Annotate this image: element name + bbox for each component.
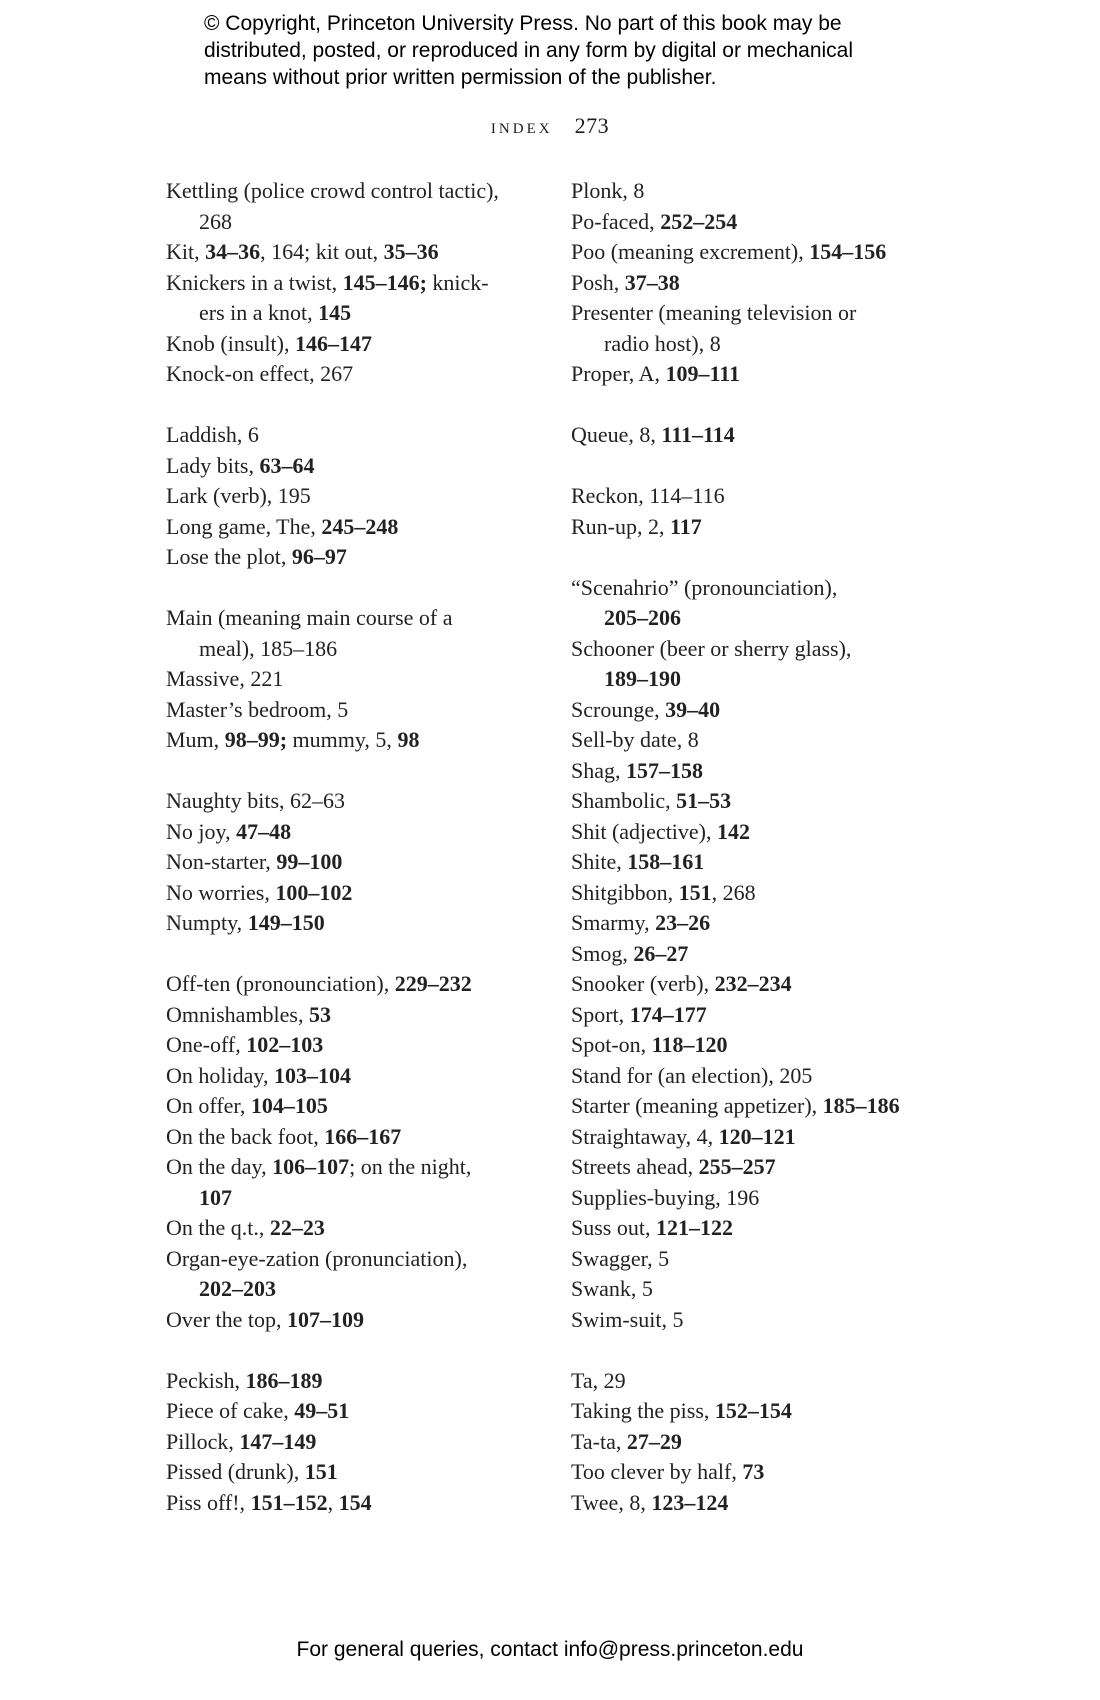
copyright-line: distributed, posted, or reproduced in any form by digital or mechanical bbox=[204, 39, 854, 62]
page-reference-main: 189–190 bbox=[604, 666, 681, 691]
entry-text: Swank, 5 bbox=[571, 1276, 653, 1301]
index-entry-line bbox=[166, 1274, 556, 1305]
entry-text: Over the top, bbox=[166, 1306, 287, 1332]
entry-text: Po-faced, bbox=[571, 208, 661, 234]
index-entry-line bbox=[166, 634, 556, 665]
page-reference-main: 102–103 bbox=[246, 1032, 324, 1057]
entry-text: No worries, bbox=[166, 879, 276, 905]
index-entry-line bbox=[571, 1091, 961, 1122]
entry-text: Proper, A, bbox=[571, 361, 666, 386]
entry-text: meal), 185–186 bbox=[199, 635, 338, 661]
page-reference-main: 27–29 bbox=[626, 1428, 682, 1454]
index-letter-group bbox=[166, 786, 556, 939]
index-entry-line bbox=[166, 1000, 556, 1031]
entry-text: Organ-eye-zation (pronunciation), bbox=[166, 1245, 468, 1271]
entry-text: Shambolic, bbox=[571, 788, 677, 813]
index-entry-line bbox=[166, 1366, 556, 1397]
entry-text: Knob (insult), bbox=[166, 330, 295, 356]
index-entry-line bbox=[571, 1427, 961, 1458]
entry-text: Stand for (an election), 205 bbox=[571, 1062, 813, 1088]
page-reference-main: 229–232 bbox=[394, 971, 472, 996]
page-reference-main: 98–99; bbox=[224, 727, 288, 752]
entry-text: On the back foot, bbox=[166, 1123, 325, 1149]
index-entry-line bbox=[166, 1305, 556, 1336]
page-reference-main: 53 bbox=[309, 1001, 331, 1027]
index-entry-line bbox=[166, 512, 556, 543]
entry-text: , 164; kit out, bbox=[260, 239, 384, 264]
index-entry-line bbox=[571, 1183, 961, 1214]
entry-text: Main (meaning main course of a bbox=[166, 605, 453, 630]
index-letter-group bbox=[571, 481, 961, 542]
page-reference-main: 123–124 bbox=[651, 1489, 729, 1515]
page-reference-main: 232–234 bbox=[714, 971, 792, 996]
index-entry-line bbox=[571, 908, 961, 939]
index-entry-line bbox=[166, 298, 556, 329]
index-entry-line bbox=[571, 1488, 961, 1519]
page-reference-main: 117 bbox=[670, 513, 702, 539]
index-entry-line bbox=[166, 329, 556, 360]
index-entry-line bbox=[166, 1244, 556, 1275]
index-letter-group bbox=[166, 1366, 556, 1519]
entry-text: Too clever by half, bbox=[571, 1459, 743, 1484]
index-entry-line bbox=[166, 786, 556, 817]
entry-text: Straightaway, 4, bbox=[571, 1123, 719, 1149]
page-reference-main: 26–27 bbox=[633, 940, 689, 966]
index-entry-line bbox=[166, 237, 556, 268]
entry-text: On the q.t., bbox=[166, 1215, 270, 1240]
entry-text: Reckon, 114–116 bbox=[571, 483, 725, 508]
index-letter-group bbox=[166, 969, 556, 1335]
page-reference-main: 107 bbox=[199, 1184, 232, 1210]
entry-text: One-off, bbox=[166, 1032, 247, 1057]
index-entry-line bbox=[166, 359, 556, 390]
entry-text: Numpty, bbox=[166, 910, 248, 935]
entry-text: Snooker (verb), bbox=[571, 971, 715, 996]
index-entry-line bbox=[571, 847, 961, 878]
page-reference-main: 49–51 bbox=[294, 1398, 350, 1423]
index-entry-line bbox=[166, 1152, 556, 1183]
page-reference-main: 186–189 bbox=[245, 1367, 323, 1393]
entry-text: mummy, 5, bbox=[287, 727, 398, 752]
index-entry-line bbox=[166, 817, 556, 848]
entry-text: Kettling (police crowd control tactic), bbox=[166, 178, 499, 203]
page-reference-main: 106–107 bbox=[272, 1154, 350, 1179]
copyright-notice bbox=[204, 10, 964, 91]
entry-text: Queue, 8, bbox=[571, 422, 662, 447]
entry-text: Taking the piss, bbox=[571, 1398, 715, 1423]
entry-text: Pissed (drunk), bbox=[166, 1459, 305, 1484]
page-reference-main: 145 bbox=[318, 300, 352, 325]
index-letter-group bbox=[571, 176, 961, 390]
index-entry-line bbox=[166, 481, 556, 512]
entry-text: No joy, bbox=[166, 818, 237, 844]
index-entry-line bbox=[571, 359, 961, 390]
page-reference-main: 109–111 bbox=[665, 361, 741, 386]
page-reference-main: 252–254 bbox=[660, 208, 738, 234]
page-reference-main: 151 bbox=[678, 879, 712, 905]
entry-text: Off-ten (pronounciation), bbox=[166, 971, 395, 996]
running-head-label: index bbox=[490, 113, 553, 138]
page-reference-main: 157–158 bbox=[626, 757, 703, 783]
index-entry-line bbox=[571, 1366, 961, 1397]
index-entry-line bbox=[166, 908, 556, 939]
index-entry-line bbox=[571, 634, 961, 665]
entry-text: On offer, bbox=[166, 1093, 251, 1118]
running-head bbox=[0, 113, 1100, 139]
index-letter-group bbox=[571, 573, 961, 1336]
entry-text: Massive, 221 bbox=[166, 666, 284, 691]
page-reference-main: 35–36 bbox=[383, 239, 439, 264]
entry-text: Smarmy, bbox=[571, 910, 656, 935]
index-entry-line bbox=[571, 603, 961, 634]
footer-contact: For general queries, contact info@press.princeton.edu bbox=[296, 1638, 804, 1661]
index-entry-line bbox=[166, 1457, 556, 1488]
index-entry-line bbox=[166, 451, 556, 482]
entry-text: Spot-on, bbox=[571, 1032, 652, 1057]
page-number: 273 bbox=[574, 113, 610, 138]
index-entry-line bbox=[571, 1122, 961, 1153]
entry-text: Shite, bbox=[571, 849, 628, 874]
entry-text: Twee, 8, bbox=[571, 1489, 652, 1515]
entry-text: Laddish, 6 bbox=[166, 422, 259, 447]
page-reference-main: 37–38 bbox=[624, 269, 680, 295]
entry-text: Piece of cake, bbox=[166, 1398, 295, 1423]
page-reference-main: 149–150 bbox=[247, 910, 325, 935]
entry-text: On the day, bbox=[166, 1154, 273, 1179]
copyright-line: means without prior written permission of the publisher. bbox=[204, 66, 717, 89]
index-entry-line bbox=[166, 1213, 556, 1244]
page-reference-main: 51–53 bbox=[676, 788, 732, 813]
entry-text: Kit, bbox=[166, 239, 206, 264]
page-reference-main: 154 bbox=[338, 1489, 372, 1515]
index-entry-line bbox=[166, 725, 556, 756]
page-reference-main: 99–100 bbox=[276, 849, 343, 874]
index-letter-group bbox=[571, 420, 961, 451]
page-reference-main: 100–102 bbox=[275, 879, 353, 905]
page-reference-main: 146–147 bbox=[294, 330, 372, 356]
page-reference-main: 96–97 bbox=[291, 544, 347, 569]
page-reference-main: 185–186 bbox=[822, 1093, 900, 1118]
entry-text: Suss out, bbox=[571, 1215, 656, 1240]
entry-text: Sell-by date, 8 bbox=[571, 727, 699, 752]
entry-text: Sport, bbox=[571, 1001, 630, 1027]
page-reference-main: 255–257 bbox=[698, 1154, 776, 1179]
entry-text: Swagger, 5 bbox=[571, 1245, 670, 1271]
page-reference-main: 107–109 bbox=[286, 1306, 364, 1332]
index-entry-line bbox=[166, 1061, 556, 1092]
index-entry-line bbox=[571, 939, 961, 970]
page-reference-main: 121–122 bbox=[655, 1215, 733, 1240]
page-reference-main: 39–40 bbox=[665, 696, 721, 722]
index-entry-line bbox=[166, 1091, 556, 1122]
entry-text: Shit (adjective), bbox=[571, 818, 718, 844]
index-entry-line bbox=[166, 847, 556, 878]
page-reference-main: 22–23 bbox=[269, 1215, 325, 1240]
entry-text: On holiday, bbox=[166, 1062, 274, 1088]
index-entry-line bbox=[571, 1244, 961, 1275]
entry-text: Knickers in a twist, bbox=[166, 269, 343, 295]
entry-text: Supplies-buying, 196 bbox=[571, 1184, 760, 1210]
index-entry-line bbox=[571, 695, 961, 726]
page-reference-main: 142 bbox=[717, 818, 751, 844]
index-entry-line bbox=[571, 1305, 961, 1336]
page-reference-main: 34–36 bbox=[205, 239, 261, 264]
entry-text: Presenter (meaning television or bbox=[571, 300, 857, 325]
index-entry-line bbox=[571, 725, 961, 756]
index-entry-line bbox=[166, 1122, 556, 1153]
index-entry-line bbox=[571, 481, 961, 512]
entry-text: Lose the plot, bbox=[166, 544, 292, 569]
entry-text: Peckish, bbox=[166, 1367, 246, 1393]
index-column-left bbox=[166, 176, 556, 1549]
index-entry-line bbox=[166, 878, 556, 909]
index-column-right bbox=[571, 176, 961, 1549]
index-entry-line bbox=[571, 1000, 961, 1031]
page-reference-main: 245–248 bbox=[321, 513, 399, 539]
index-entry-line bbox=[571, 512, 961, 543]
index-entry-line bbox=[571, 420, 961, 451]
entry-text: Long game, The, bbox=[166, 513, 322, 539]
index-entry-line bbox=[166, 420, 556, 451]
entry-text: Pillock, bbox=[166, 1428, 240, 1454]
entry-text: Scrounge, bbox=[571, 696, 666, 722]
entry-text: Plonk, 8 bbox=[571, 178, 645, 203]
index-entry-line bbox=[166, 1488, 556, 1519]
index-entry-line bbox=[166, 603, 556, 634]
index-entry-line bbox=[571, 268, 961, 299]
entry-text: Lady bits, bbox=[166, 452, 260, 478]
page-reference-main: 147–149 bbox=[239, 1428, 317, 1454]
entry-text: Schooner (beer or sherry glass), bbox=[571, 635, 852, 661]
page-reference-main: 151 bbox=[304, 1459, 338, 1484]
entry-text: Ta-ta, bbox=[571, 1428, 627, 1454]
index-entry-line bbox=[571, 207, 961, 238]
entry-text: Shitgibbon, bbox=[571, 879, 679, 905]
entry-text: radio host), 8 bbox=[604, 330, 721, 356]
index-entry-line bbox=[166, 1427, 556, 1458]
entry-text: Knock-on effect, 267 bbox=[166, 361, 354, 386]
entry-text: Mum, bbox=[166, 727, 225, 752]
index-letter-group bbox=[166, 176, 556, 390]
index-entry-line bbox=[166, 1396, 556, 1427]
copyright-line: © Copyright, Princeton University Press. No part of this book may be bbox=[204, 12, 842, 35]
index-entry-line bbox=[571, 176, 961, 207]
index-entry-line bbox=[571, 1396, 961, 1427]
page-reference-main: 98 bbox=[397, 727, 420, 752]
entry-text: Lark (verb), 195 bbox=[166, 483, 311, 508]
entry-text: Ta, 29 bbox=[571, 1367, 626, 1393]
page-reference-main: 103–104 bbox=[273, 1062, 351, 1088]
index-entry-line bbox=[571, 817, 961, 848]
index-entry-line bbox=[166, 664, 556, 695]
entry-text: Streets ahead, bbox=[571, 1154, 699, 1179]
index-entry-line bbox=[166, 1183, 556, 1214]
index-entry-line bbox=[571, 1213, 961, 1244]
page-reference-main: 166–167 bbox=[324, 1123, 402, 1149]
page-reference-main: 145–146; bbox=[342, 269, 427, 295]
index-entry-line bbox=[166, 268, 556, 299]
entry-text: Smog, bbox=[571, 940, 634, 966]
index-entry-line bbox=[571, 298, 961, 329]
page-reference-main: 154–156 bbox=[809, 239, 887, 264]
entry-text: ; on the night, bbox=[349, 1154, 472, 1179]
page-reference-main: 158–161 bbox=[627, 849, 705, 874]
entry-text: Posh, bbox=[571, 269, 625, 295]
page-reference-main: 151–152 bbox=[250, 1489, 328, 1515]
entry-text: “Scenahrio” (pronounciation), bbox=[571, 574, 838, 600]
index-entry-line bbox=[166, 207, 556, 238]
index-entry-line bbox=[571, 237, 961, 268]
entry-text: Non-starter, bbox=[166, 849, 277, 874]
entry-text: ers in a knot, bbox=[199, 300, 319, 325]
entry-text: , 268 bbox=[711, 879, 756, 905]
index-entry-line bbox=[571, 1457, 961, 1488]
entry-text: Naughty bits, 62–63 bbox=[166, 788, 346, 813]
index-entry-line bbox=[571, 786, 961, 817]
index-entry-line bbox=[571, 664, 961, 695]
page-reference-main: 104–105 bbox=[250, 1093, 328, 1118]
entry-text: Poo (meaning excrement), bbox=[571, 239, 810, 264]
index-entry-line bbox=[166, 1030, 556, 1061]
entry-text: Master’s bedroom, 5 bbox=[166, 696, 349, 722]
entry-text: Swim-suit, 5 bbox=[571, 1306, 684, 1332]
index-entry-line bbox=[166, 176, 556, 207]
page-reference-main: 73 bbox=[742, 1459, 765, 1484]
page-reference-main: 202–203 bbox=[199, 1276, 276, 1301]
page-reference-main: 111–114 bbox=[661, 422, 735, 447]
page-reference-main: 174–177 bbox=[629, 1001, 707, 1027]
index-entry-line bbox=[166, 969, 556, 1000]
page-reference-main: 23–26 bbox=[655, 910, 711, 935]
index-letter-group bbox=[571, 1366, 961, 1519]
index-entry-line bbox=[571, 756, 961, 787]
index-entry-line bbox=[571, 878, 961, 909]
entry-text: Piss off!, bbox=[166, 1489, 251, 1515]
page-reference-main: 47–48 bbox=[236, 818, 292, 844]
page-reference-main: 118–120 bbox=[651, 1032, 728, 1057]
index-letter-group bbox=[166, 603, 556, 756]
index-entry-line bbox=[571, 969, 961, 1000]
page-reference-main: 120–121 bbox=[718, 1123, 796, 1149]
index-entry-line bbox=[571, 573, 961, 604]
index-entry-line bbox=[571, 1274, 961, 1305]
index-letter-group bbox=[166, 420, 556, 573]
index-entry-line bbox=[571, 1152, 961, 1183]
entry-text: 268 bbox=[199, 208, 232, 234]
index-entry-line bbox=[571, 329, 961, 360]
index-entry-line bbox=[571, 1061, 961, 1092]
page-reference-main: 63–64 bbox=[259, 452, 315, 478]
entry-text: , bbox=[327, 1489, 339, 1515]
entry-text: Shag, bbox=[571, 757, 626, 783]
page-reference-main: 205–206 bbox=[604, 605, 681, 630]
entry-text: Starter (meaning appetizer), bbox=[571, 1093, 823, 1118]
index-entry-line bbox=[166, 542, 556, 573]
index-entry-line bbox=[166, 695, 556, 726]
entry-text: Omnishambles, bbox=[166, 1001, 309, 1027]
page-reference-main: 152–154 bbox=[714, 1398, 792, 1423]
entry-text: knick- bbox=[426, 269, 489, 295]
index-entry-line bbox=[571, 1030, 961, 1061]
entry-text: Run-up, 2, bbox=[571, 513, 670, 539]
